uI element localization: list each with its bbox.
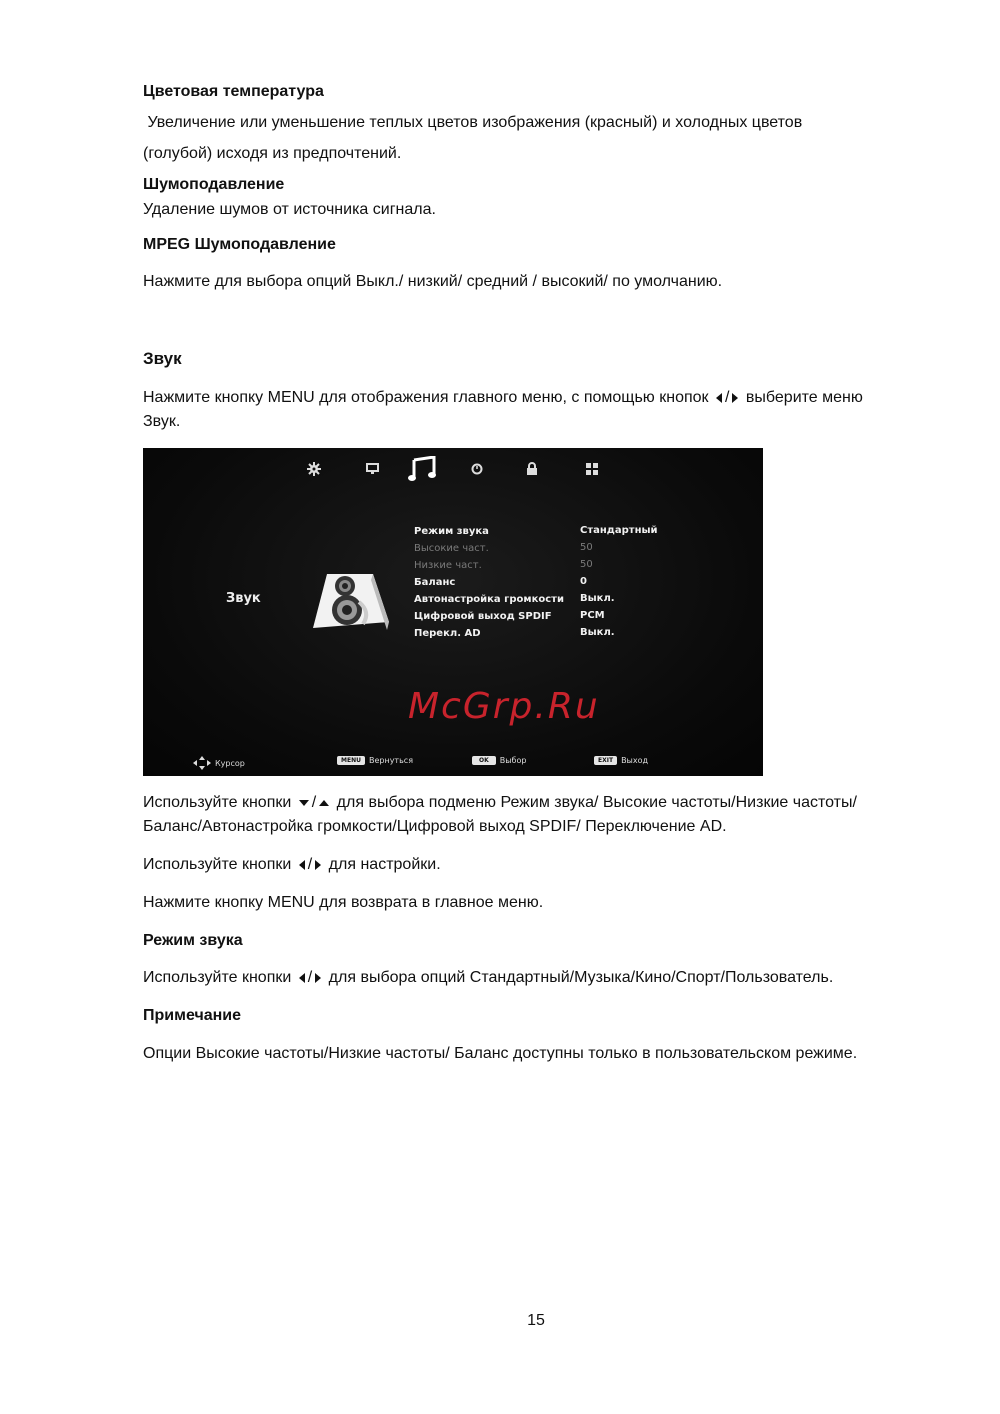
speaker-icon	[311, 572, 391, 639]
menu-value-bass: 50	[580, 559, 593, 570]
down-arrow-icon	[299, 800, 309, 806]
menu-value-spdif: PCM	[580, 610, 605, 621]
color-temp-text-line2: (голубой) исходя из предпочтений.	[143, 145, 402, 162]
menu-key: MENU	[337, 756, 365, 765]
page-number: 15	[527, 1312, 545, 1329]
apps-icon	[586, 463, 598, 475]
sound-heading: Звук	[143, 349, 182, 368]
color-temp-text-line1: Увеличение или уменьшение теплых цветов изображения (красный) и холодных цветов	[143, 114, 803, 131]
instructions-line3-a: Используйте кнопки	[143, 856, 292, 873]
sound-intro-line1	[143, 388, 863, 408]
picture-icon	[366, 463, 379, 475]
sound-intro-sep: /	[725, 389, 730, 406]
footer-menu-hint	[337, 756, 413, 765]
instructions-line1-sep: /	[311, 794, 317, 811]
exit-key: EXIT	[594, 756, 617, 765]
left-arrow-icon	[299, 973, 305, 983]
tv-sound-menu-screenshot	[143, 448, 763, 776]
cursor-arrows-icon	[193, 756, 211, 770]
menu-label-ad-switch[interactable]: Перекл. AD	[414, 628, 481, 639]
menu-label-balance[interactable]: Баланс	[414, 577, 456, 588]
left-arrow-icon	[716, 393, 722, 403]
footer-cursor-label: Курсор	[215, 758, 245, 768]
footer-ok-label: Выбор	[499, 756, 527, 765]
footer-cursor-hint	[193, 756, 245, 770]
footer-menu-label: Вернуться	[368, 756, 414, 765]
noise-heading: Шумоподавление	[143, 176, 285, 193]
up-arrow-icon	[319, 800, 329, 806]
instructions-line3	[143, 855, 441, 875]
menu-value-auto-volume: Выкл.	[580, 593, 615, 604]
sound-mode-text	[143, 968, 833, 988]
menu-value-balance: 0	[580, 576, 587, 587]
sound-mode-text-a: Используйте кнопки	[143, 969, 292, 986]
clock-icon	[471, 463, 483, 475]
instructions-line1-a: Используйте кнопки	[143, 794, 292, 811]
instructions-line1-b: для выбора подменю Режим звука/ Высокие частоты/Низкие частоты/	[336, 794, 857, 811]
sound-intro-line2: Звук.	[143, 413, 181, 430]
right-arrow-icon	[732, 393, 738, 403]
menu-value-treble: 50	[580, 542, 593, 553]
sound-mode-heading: Режим звука	[143, 932, 243, 949]
sound-intro-text-b: выберите меню	[745, 389, 863, 406]
instructions-line3-sep: /	[307, 856, 313, 873]
watermark: McGrp.Ru	[408, 686, 600, 727]
menu-label-bass[interactable]: Низкие част.	[414, 560, 482, 571]
mpeg-text: Нажмите для выбора опций Выкл./ низкий/ средний / высокий/ по умолчанию.	[143, 273, 723, 290]
menu-label-auto-volume[interactable]: Автонастройка громкости	[414, 594, 564, 605]
menu-value-sound-mode: Стандартный	[580, 525, 658, 536]
tv-menu-title: Звук	[226, 591, 261, 606]
menu-label-sound-mode[interactable]: Режим звука	[414, 526, 489, 537]
right-arrow-icon	[315, 860, 321, 870]
settings-icon	[307, 462, 321, 476]
instructions-line4: Нажмите кнопку MENU для возврата в главное меню.	[143, 894, 544, 911]
footer-ok-hint	[472, 756, 526, 765]
instructions-line1	[143, 793, 857, 813]
ok-key: OK	[472, 756, 496, 765]
menu-label-treble[interactable]: Высокие част.	[414, 543, 489, 554]
instructions-line3-b: для настройки.	[328, 856, 441, 873]
sound-mode-sep: /	[307, 969, 313, 986]
footer-exit-label: Выход	[621, 756, 649, 765]
color-temp-heading: Цветовая температура	[143, 83, 324, 100]
instructions-line2: Баланс/Автонастройка громкости/Цифровой выход SPDIF/ Переключение AD.	[143, 818, 727, 835]
menu-value-ad-switch: Выкл.	[580, 627, 615, 638]
sound-intro-text-a: Нажмите кнопку MENU для отображения главного меню, с помощью кнопок	[143, 389, 709, 406]
right-arrow-icon	[315, 973, 321, 983]
note-text: Опции Высокие частоты/Низкие частоты/ Баланс доступны только в пользовательском режиме.	[143, 1045, 858, 1062]
lock-icon	[526, 462, 538, 475]
menu-label-spdif[interactable]: Цифровой выход SPDIF	[414, 611, 552, 622]
mpeg-heading: MPEG Шумоподавление	[143, 236, 336, 253]
left-arrow-icon	[299, 860, 305, 870]
footer-exit-hint	[594, 756, 648, 765]
sound-mode-text-b: для выбора опций Стандартный/Музыка/Кино/Спорт/Пользователь.	[328, 969, 834, 986]
note-heading: Примечание	[143, 1007, 242, 1024]
noise-text: Удаление шумов от источника сигнала.	[143, 201, 436, 218]
sound-icon	[408, 456, 438, 482]
